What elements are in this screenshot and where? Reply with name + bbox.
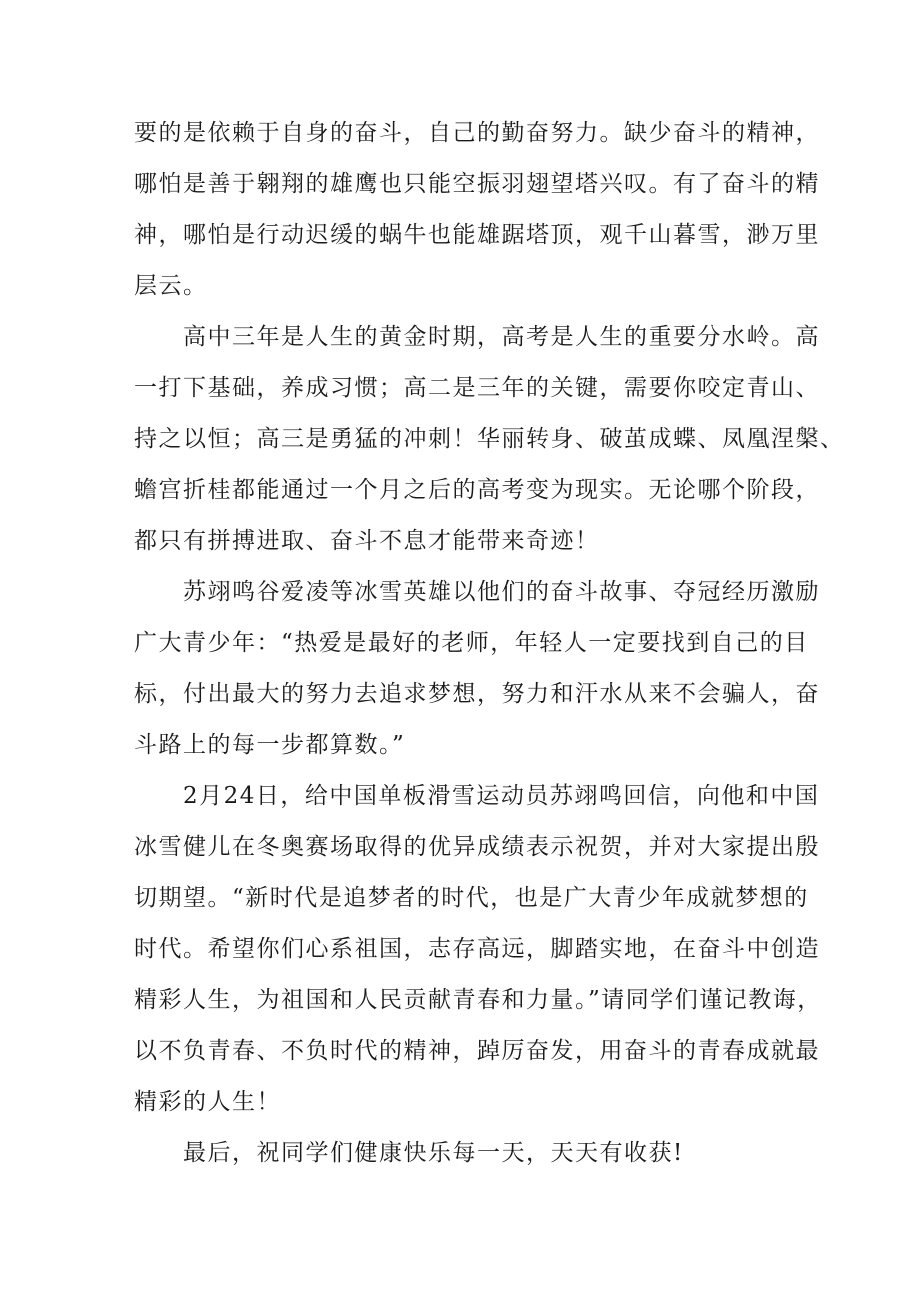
paragraph-start-line: 高中三年是人生的黄金时期，高考是人生的重要分水岭。高: [134, 324, 820, 350]
paragraph-start-line: 苏翊鸣谷爱凌等冰雪英雄以他们的奋斗故事、夺冠经历激励: [134, 579, 820, 605]
paragraph-start-line: 最后，祝同学们健康快乐每一天，天天有收获!: [134, 1140, 684, 1166]
text-line: 神，哪怕是行动迟缓的蜗牛也能雄踞塔顶，观千山暮雪，渺万里: [134, 222, 820, 248]
text-line: 精彩的人生！: [134, 1089, 281, 1115]
text-line: 层云。: [134, 273, 208, 299]
text-line: 蟾宫折桂都能通过一个月之后的高考变为现实。无论哪个阶段，: [134, 477, 820, 503]
text-line: 哪怕是善于翱翔的雄鹰也只能空振羽翅望塔兴叹。有了奋斗的精: [134, 171, 820, 197]
text-line: 标，付出最大的努力去追求梦想，努力和汗水从来不会骗人，奋: [134, 681, 820, 707]
text-line: 持之以恒；高三是勇猛的冲刺！华丽转身、破茧成蝶、凤凰涅槃、: [134, 426, 845, 452]
paragraph-start-line: 2月24日，给中国单板滑雪运动员苏翊鸣回信，向他和中国: [134, 783, 820, 809]
text-line: 斗路上的每一步都算数。”: [134, 732, 406, 758]
text-line: 时代。希望你们心系祖国，志存高远，脚踏实地，在奋斗中创造: [134, 936, 820, 962]
text-line: 切期望。“新时代是追梦者的时代，也是广大青少年成就梦想的: [134, 885, 809, 911]
body-text: [134, 108, 845, 1179]
text-line: 精彩人生，为祖国和人民贡献青春和力量。”请同学们谨记教诲，: [134, 987, 822, 1013]
text-line: 一打下基础，养成习惯；高二是三年的关键，需要你咬定青山、: [134, 375, 820, 401]
text-line: 广大青少年：“热爱是最好的老师，年轻人一定要找到自己的目: [134, 630, 809, 656]
text-line: 以不负青春、不负时代的精神，踔厉奋发，用奋斗的青春成就最: [134, 1038, 820, 1064]
text-line: 要的是依赖于自身的奋斗，自己的勤奋努力。缺少奋斗的精神，: [134, 120, 820, 146]
text-line: 冰雪健儿在冬奥赛场取得的优异成绩表示祝贺，并对大家提出殷: [134, 834, 820, 860]
text-line: 都只有拼搏进取、奋斗不息才能带来奇迹！: [134, 528, 600, 554]
